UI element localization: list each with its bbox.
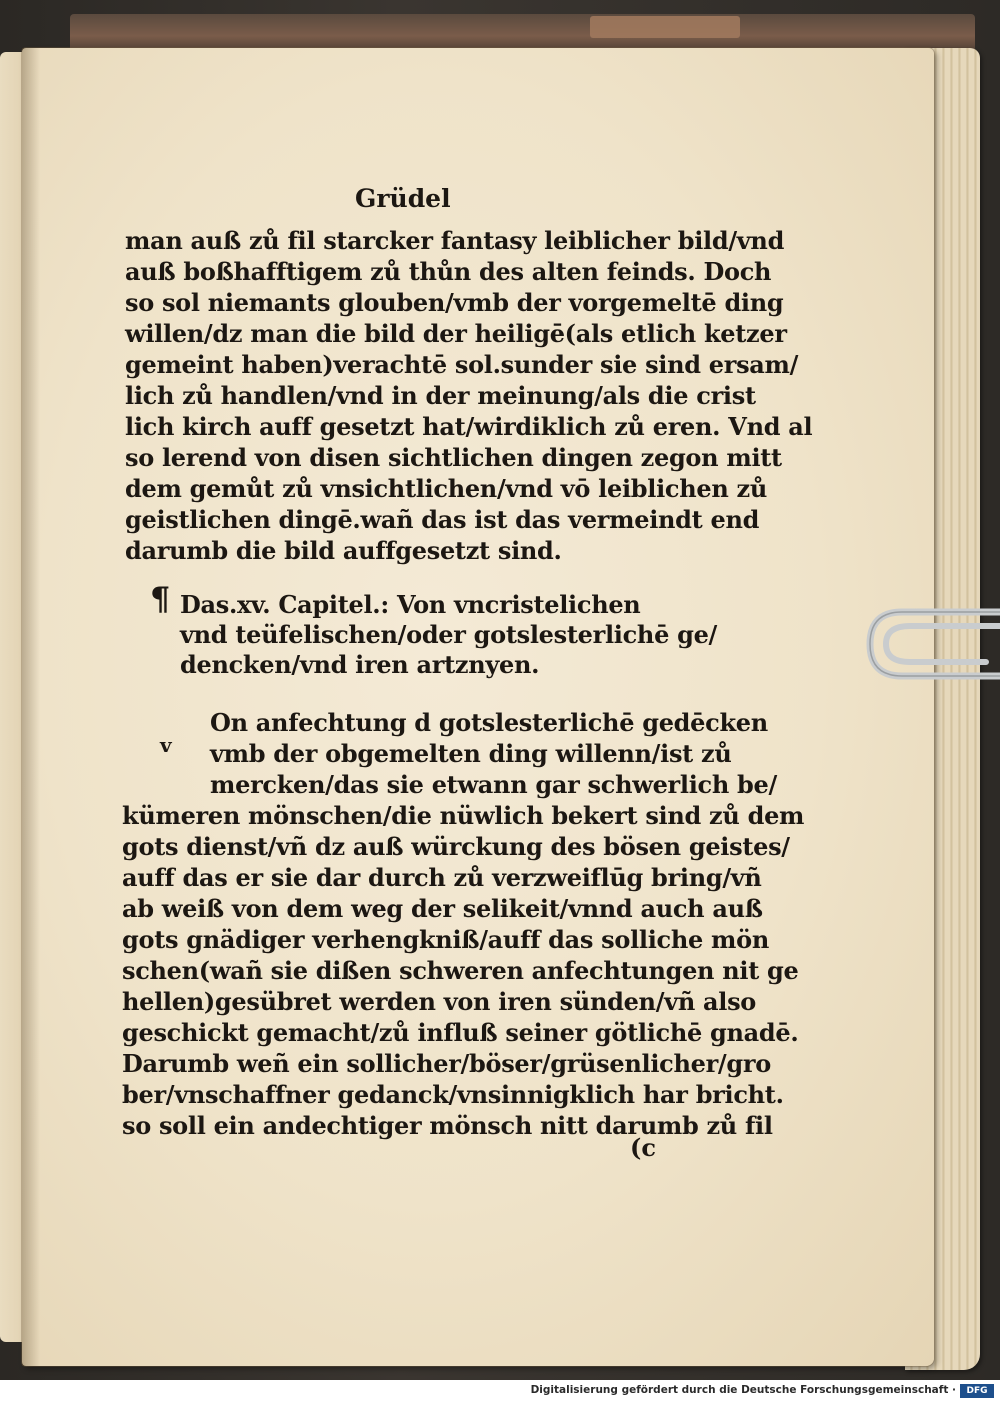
text-line: schen(wañ sie dißen schweren anfechtungen nit ge xyxy=(122,956,799,985)
gutter-shadow xyxy=(22,48,40,1366)
text-line: gots dienst/vñ dz auß würckung des bösen geistes/ xyxy=(122,832,790,861)
chapter-heading-line: dencken/vnd iren artznyen. xyxy=(180,650,540,679)
text-line: lich zů handlen/vnd in der meinung/als die crist xyxy=(125,381,756,410)
initial-guide-letter: v xyxy=(160,733,172,757)
text-line: hellen)gesübret werden von iren sünden/vñ also xyxy=(122,987,757,1016)
chapter-heading-line: Das.xv. Capitel.: Von vncristelichen xyxy=(180,590,641,619)
cover-wear-patch xyxy=(590,16,740,38)
text-line: man auß zů fil starcker fantasy leiblicher bild/vnd xyxy=(125,226,785,255)
text-line: so soll ein andechtiger mönsch nitt darumb zů fil xyxy=(122,1111,773,1140)
signature-mark: (c xyxy=(630,1133,656,1162)
text-line: Darumb weñ ein sollicher/böser/grüsenlicher/gro xyxy=(122,1049,771,1078)
dfg-logo: DFG xyxy=(960,1384,994,1398)
text-line: darumb die bild auffgesetzt sind. xyxy=(125,536,562,565)
text-line: so sol niemants glouben/vmb der vorgemeltē ding xyxy=(125,288,784,317)
pilcrow-mark: ¶ xyxy=(150,580,171,618)
funding-credit: Digitalisierung gefördert durch die Deutsche Forschungsgemeinschaft · xyxy=(530,1384,956,1396)
footer-bar xyxy=(0,1380,1000,1402)
text-line: ab weiß von dem weg der selikeit/vnnd auch auß xyxy=(122,894,763,923)
text-line: On anfechtung d gotslesterlichē gedēcken xyxy=(210,708,768,737)
text-line: auff das er sie dar durch zů verzweiflūg bring/vñ xyxy=(122,863,762,892)
text-line: gemeint haben)verachtē sol.sunder sie sind ersam/ xyxy=(125,350,799,379)
text-line: vmb der obgemelten ding willenn/ist zů xyxy=(210,739,732,768)
text-line: ber/vnschaffner gedanck/vnsinnigklich har bricht. xyxy=(122,1080,784,1109)
text-line: dem gemůt zů vnsichtlichen/vnd vō leiblichen zů xyxy=(125,474,767,503)
text-line: kümeren mönschen/die nüwlich bekert sind zů dem xyxy=(122,801,805,830)
text-line: willen/dz man die bild der heiligē(als etlich ketzer xyxy=(125,319,787,348)
text-line: lich kirch auff gesetzt hat/wirdiklich zů eren. Vnd al xyxy=(125,412,813,441)
text-line: geistlichen dingē.wañ das ist das vermeindt end xyxy=(125,505,760,534)
chapter-heading-line: vnd teüfelischen/oder gotslesterlichē ge/ xyxy=(180,620,718,649)
text-line: mercken/das sie etwann gar schwerlich be/ xyxy=(210,770,777,799)
text-line: so lerend von disen sichtlichen dingen zegon mitt xyxy=(125,443,782,472)
text-line: auß boßhafftigem zů thůn des alten feinds. Doch xyxy=(125,257,772,286)
page-header-word: Grüdel xyxy=(355,184,451,213)
text-line: gots gnädiger verhengkniß/auff das solliche mön xyxy=(122,925,769,954)
text-line: geschickt gemacht/zů influß seiner götlichē gnadē. xyxy=(122,1018,799,1047)
paper-clip-icon xyxy=(866,606,1000,684)
